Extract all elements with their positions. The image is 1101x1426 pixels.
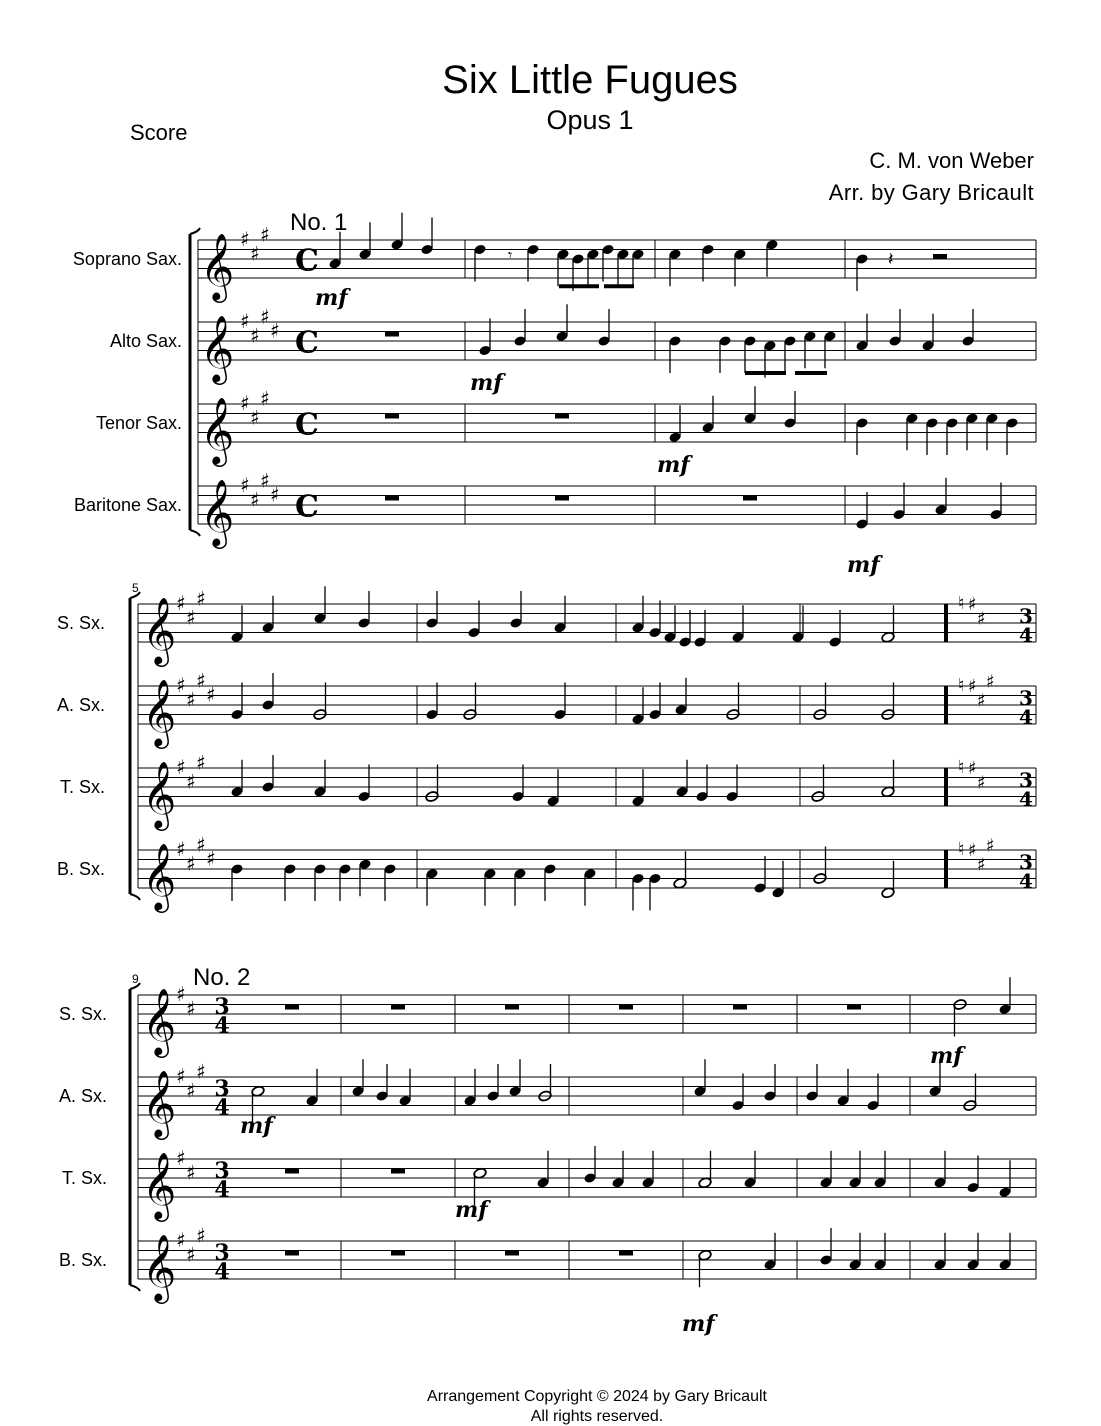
- sharp-icon: ♯: [186, 1242, 196, 1267]
- treble-clef-icon: 𝄞: [142, 760, 177, 828]
- sharp-icon: ♯: [250, 323, 260, 348]
- common-time-icon: C: [295, 407, 319, 443]
- treble-clef-icon: 𝄞: [200, 232, 235, 300]
- sharp-icon: ♯: [968, 840, 977, 861]
- sharp-icon: ♯: [196, 1059, 206, 1084]
- movement-label: No. 1: [290, 209, 348, 236]
- whole-rest-icon: [505, 1251, 519, 1256]
- natural-icon: ♮: [958, 593, 965, 614]
- sharp-icon: ♯: [977, 690, 986, 712]
- time-sig-top: 3: [1019, 850, 1033, 874]
- whole-rest-icon: [555, 496, 569, 501]
- sharp-icon: ♯: [176, 591, 186, 615]
- sharp-icon: ♯: [196, 668, 206, 693]
- natural-icon: ♮: [958, 839, 965, 860]
- whole-rest-icon: [555, 414, 569, 419]
- sharp-icon: ♯: [250, 405, 260, 430]
- sharp-icon: ♯: [977, 608, 986, 630]
- final-barline: [944, 604, 948, 642]
- beam: [795, 371, 827, 375]
- sharp-icon: ♯: [968, 676, 977, 697]
- sharp-icon: ♯: [270, 482, 280, 507]
- time-sig-top: 3: [1019, 686, 1033, 710]
- time-sig-top: 3: [214, 1158, 230, 1184]
- dynamic-marking: mf: [930, 1043, 963, 1069]
- common-time-icon: C: [295, 489, 319, 525]
- beam: [745, 371, 786, 375]
- sharp-icon: ♯: [977, 854, 986, 876]
- sharp-icon: ♯: [260, 304, 270, 329]
- sharp-icon: ♯: [977, 772, 986, 794]
- time-sig-bottom: 4: [214, 1177, 230, 1203]
- sharp-icon: ♯: [206, 846, 216, 871]
- whole-rest-icon: [285, 1169, 299, 1174]
- dynamic-marking: mf: [455, 1197, 488, 1223]
- score-label: Score: [130, 120, 188, 145]
- time-sig-top: 3: [1019, 604, 1033, 628]
- sharp-icon: ♯: [186, 996, 196, 1021]
- instrument-label: A. Sx.: [58, 1086, 107, 1106]
- composer-credit: C. M. von Weber: [869, 148, 1034, 173]
- treble-clef-icon: 𝄞: [200, 478, 235, 546]
- sharp-icon: ♯: [986, 671, 995, 693]
- common-time-icon: C: [295, 243, 319, 279]
- time-sig-top: 3: [1019, 768, 1033, 792]
- sharp-icon: ♯: [186, 851, 196, 876]
- instrument-label: Baritone Sax.: [73, 495, 182, 515]
- final-barline: [944, 768, 948, 806]
- whole-rest-icon: [619, 1251, 633, 1256]
- final-barline: [944, 850, 948, 888]
- whole-rest-icon: [733, 1005, 747, 1010]
- sharp-icon: ♯: [176, 1146, 186, 1170]
- time-sig-top: 3: [214, 994, 230, 1020]
- sharp-icon: ♯: [196, 586, 206, 611]
- whole-rest-icon: [285, 1251, 299, 1256]
- score-title: Six Little Fugues: [442, 58, 738, 102]
- natural-icon: ♮: [958, 675, 965, 696]
- sharp-icon: ♯: [176, 982, 186, 1006]
- time-sig-top: 3: [214, 1076, 230, 1102]
- time-sig-bottom: 4: [214, 1013, 230, 1039]
- instrument-label: Alto Sax.: [109, 331, 182, 351]
- dynamic-marking: mf: [470, 370, 503, 396]
- whole-rest-icon: [391, 1005, 405, 1010]
- final-barline: [944, 686, 948, 724]
- common-time-icon: C: [295, 325, 319, 361]
- sharp-icon: ♯: [176, 755, 186, 779]
- treble-clef-icon: 𝄞: [142, 1069, 177, 1137]
- whole-rest-icon: [391, 1251, 405, 1256]
- sharp-icon: ♯: [260, 386, 270, 411]
- dynamic-marking: mf: [240, 1113, 273, 1139]
- treble-clef-icon: 𝄞: [142, 842, 177, 910]
- instrument-label: B. Sx.: [56, 859, 105, 879]
- sharp-icon: ♯: [196, 750, 206, 775]
- measure-number: 5: [132, 581, 139, 595]
- sharp-icon: ♯: [260, 468, 270, 493]
- beam: [559, 284, 599, 288]
- sharp-icon: ♯: [196, 832, 206, 857]
- eighth-rest-icon: 𝄾: [508, 245, 513, 265]
- beam: [604, 284, 634, 288]
- sharp-icon: ♯: [186, 1078, 196, 1103]
- sharp-icon: ♯: [240, 391, 250, 415]
- movement-label: No. 2: [193, 964, 251, 991]
- sharp-icon: ♯: [240, 309, 250, 333]
- time-sig-bottom: 4: [1019, 787, 1033, 811]
- whole-rest-icon: [285, 1005, 299, 1010]
- whole-rest-icon: [385, 332, 399, 337]
- sharp-icon: ♯: [186, 687, 196, 712]
- whole-rest-icon: [391, 1169, 405, 1174]
- sharp-icon: ♯: [186, 1160, 196, 1185]
- time-sig-top: 3: [214, 1240, 230, 1266]
- time-sig-bottom: 4: [1019, 623, 1033, 647]
- instrument-label: S. Sx.: [56, 613, 105, 633]
- natural-icon: ♮: [958, 757, 965, 778]
- time-sig-bottom: 4: [214, 1259, 230, 1285]
- sharp-icon: ♯: [270, 318, 280, 343]
- quarter-rest-icon: 𝄽: [888, 249, 894, 270]
- sharp-icon: ♯: [186, 605, 196, 630]
- sharp-icon: ♯: [196, 1223, 206, 1248]
- measure-number: 9: [132, 972, 139, 986]
- treble-clef-icon: 𝄞: [142, 987, 177, 1055]
- sharp-icon: ♯: [260, 222, 270, 247]
- instrument-label: T. Sx.: [59, 777, 105, 797]
- instrument-label: A. Sx.: [56, 695, 105, 715]
- treble-clef-icon: 𝄞: [142, 1233, 177, 1301]
- time-sig-bottom: 4: [1019, 869, 1033, 893]
- whole-rest-icon: [847, 1005, 861, 1010]
- whole-rest-icon: [743, 496, 757, 501]
- instrument-label: Soprano Sax.: [72, 249, 182, 269]
- sharp-icon: ♯: [250, 487, 260, 512]
- whole-rest-icon: [385, 414, 399, 419]
- instrument-label: S. Sx.: [58, 1004, 107, 1024]
- dynamic-marking: mf: [847, 552, 880, 578]
- sharp-icon: ♯: [176, 673, 186, 697]
- whole-rest-icon: [505, 1005, 519, 1010]
- rights-notice: All rights reserved.: [530, 1408, 664, 1425]
- time-sig-bottom: 4: [1019, 705, 1033, 729]
- instrument-label: T. Sx.: [61, 1168, 107, 1188]
- sharp-icon: ♯: [186, 769, 196, 794]
- whole-rest-icon: [385, 496, 399, 501]
- sharp-icon: ♯: [176, 1064, 186, 1088]
- treble-clef-icon: 𝄞: [142, 678, 177, 746]
- half-rest-icon: [933, 254, 947, 259]
- score-subtitle: Opus 1: [546, 105, 634, 135]
- sharp-icon: ♯: [176, 837, 186, 861]
- sharp-icon: ♯: [176, 1228, 186, 1252]
- time-sig-bottom: 4: [214, 1095, 230, 1121]
- instrument-label: B. Sx.: [58, 1250, 107, 1270]
- sharp-icon: ♯: [250, 241, 260, 266]
- arranger-credit: Arr. by Gary Bricault: [828, 180, 1034, 205]
- treble-clef-icon: 𝄞: [200, 314, 235, 382]
- dynamic-marking: mf: [682, 1311, 715, 1337]
- sharp-icon: ♯: [240, 227, 250, 251]
- sharp-icon: ♯: [968, 594, 977, 615]
- sharp-icon: ♯: [986, 835, 995, 857]
- treble-clef-icon: 𝄞: [142, 1151, 177, 1219]
- treble-clef-icon: 𝄞: [200, 396, 235, 464]
- sharp-icon: ♯: [968, 758, 977, 779]
- whole-rest-icon: [619, 1005, 633, 1010]
- instrument-label: Tenor Sax.: [95, 413, 182, 433]
- copyright-notice: Arrangement Copyright © 2024 by Gary Bricault: [427, 1388, 767, 1405]
- dynamic-marking: mf: [315, 285, 348, 311]
- sharp-icon: ♯: [206, 682, 216, 707]
- dynamic-marking: mf: [657, 452, 690, 478]
- treble-clef-icon: 𝄞: [142, 596, 177, 664]
- sharp-icon: ♯: [240, 473, 250, 497]
